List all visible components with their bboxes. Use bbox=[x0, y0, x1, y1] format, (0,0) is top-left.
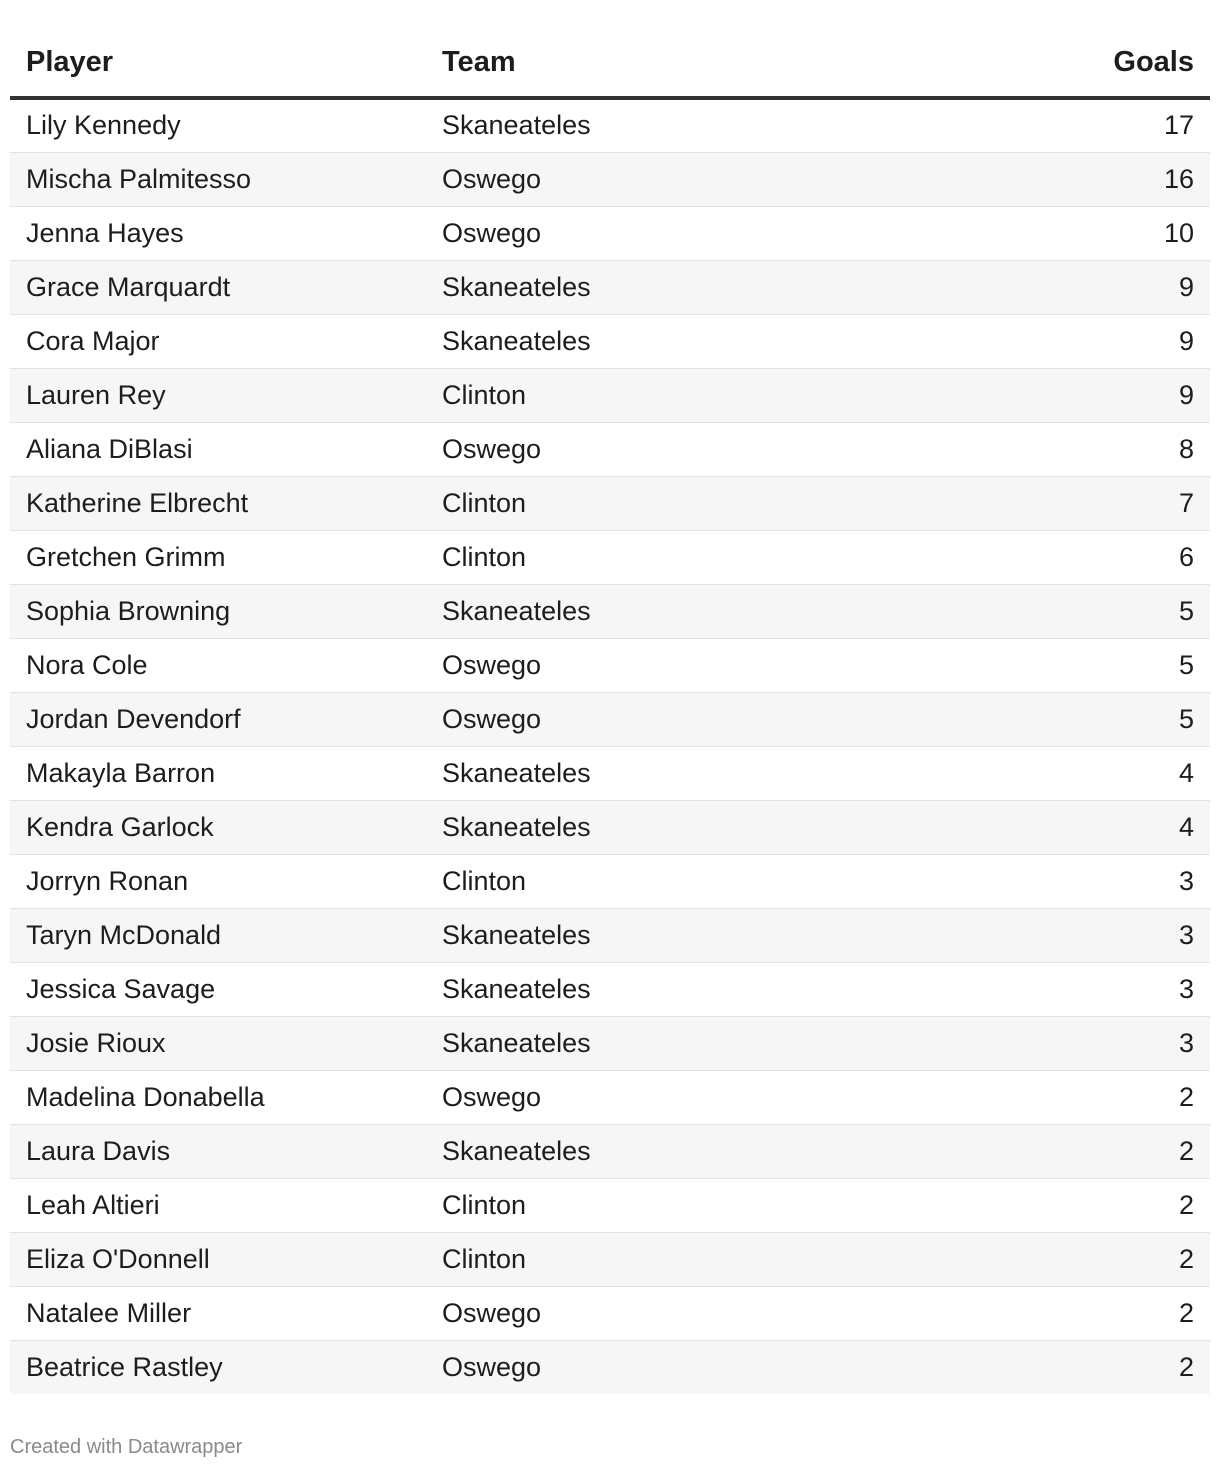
team-cell: Skaneateles bbox=[426, 908, 1010, 962]
player-cell: Beatrice Rastley bbox=[10, 1340, 426, 1394]
table-row bbox=[10, 746, 1210, 800]
player-cell: Gretchen Grimm bbox=[10, 530, 426, 584]
team-cell: Skaneateles bbox=[426, 1016, 1010, 1070]
player-cell: Leah Altieri bbox=[10, 1178, 426, 1232]
team-cell: Oswego bbox=[426, 1286, 1010, 1340]
team-cell: Clinton bbox=[426, 854, 1010, 908]
header-row bbox=[10, 28, 1210, 98]
team-cell: Clinton bbox=[426, 1178, 1010, 1232]
team-cell: Clinton bbox=[426, 1232, 1010, 1286]
table-row bbox=[10, 1016, 1210, 1070]
column-header-player[interactable]: Player bbox=[10, 28, 426, 98]
goals-cell: 4 bbox=[1010, 746, 1210, 800]
table-row bbox=[10, 98, 1210, 152]
goals-cell: 9 bbox=[1010, 260, 1210, 314]
player-cell: Eliza O'Donnell bbox=[10, 1232, 426, 1286]
table-row bbox=[10, 260, 1210, 314]
team-cell: Skaneateles bbox=[426, 962, 1010, 1016]
team-cell: Skaneateles bbox=[426, 1124, 1010, 1178]
table-row bbox=[10, 638, 1210, 692]
player-cell: Kendra Garlock bbox=[10, 800, 426, 854]
player-cell: Jessica Savage bbox=[10, 962, 426, 1016]
player-cell: Cora Major bbox=[10, 314, 426, 368]
goals-table bbox=[10, 28, 1210, 1394]
table-row bbox=[10, 368, 1210, 422]
goals-cell: 2 bbox=[1010, 1070, 1210, 1124]
table-row bbox=[10, 530, 1210, 584]
team-cell: Oswego bbox=[426, 152, 1010, 206]
goals-cell: 5 bbox=[1010, 638, 1210, 692]
goals-cell: 2 bbox=[1010, 1232, 1210, 1286]
team-cell: Skaneateles bbox=[426, 800, 1010, 854]
player-cell: Grace Marquardt bbox=[10, 260, 426, 314]
column-header-team[interactable]: Team bbox=[426, 28, 1010, 98]
goals-cell: 2 bbox=[1010, 1340, 1210, 1394]
player-cell: Jenna Hayes bbox=[10, 206, 426, 260]
player-cell: Nora Cole bbox=[10, 638, 426, 692]
player-cell: Katherine Elbrecht bbox=[10, 476, 426, 530]
goals-cell: 3 bbox=[1010, 962, 1210, 1016]
goals-cell: 6 bbox=[1010, 530, 1210, 584]
table-row bbox=[10, 476, 1210, 530]
player-cell: Sophia Browning bbox=[10, 584, 426, 638]
goals-cell: 17 bbox=[1010, 98, 1210, 152]
table-row bbox=[10, 422, 1210, 476]
goals-cell: 7 bbox=[1010, 476, 1210, 530]
team-cell: Skaneateles bbox=[426, 260, 1010, 314]
team-cell: Oswego bbox=[426, 1070, 1010, 1124]
player-cell: Jordan Devendorf bbox=[10, 692, 426, 746]
table-row bbox=[10, 584, 1210, 638]
table-row bbox=[10, 1340, 1210, 1394]
goals-cell: 2 bbox=[1010, 1178, 1210, 1232]
table-row bbox=[10, 1178, 1210, 1232]
player-cell: Josie Rioux bbox=[10, 1016, 426, 1070]
goals-cell: 4 bbox=[1010, 800, 1210, 854]
column-header-goals[interactable]: Goals bbox=[1010, 28, 1210, 98]
goals-cell: 5 bbox=[1010, 692, 1210, 746]
goals-cell: 5 bbox=[1010, 584, 1210, 638]
team-cell: Oswego bbox=[426, 638, 1010, 692]
table-row bbox=[10, 854, 1210, 908]
goals-cell: 9 bbox=[1010, 368, 1210, 422]
team-cell: Clinton bbox=[426, 530, 1010, 584]
team-cell: Oswego bbox=[426, 206, 1010, 260]
table-row bbox=[10, 800, 1210, 854]
player-cell: Mischa Palmitesso bbox=[10, 152, 426, 206]
goals-cell: 3 bbox=[1010, 854, 1210, 908]
table-row bbox=[10, 152, 1210, 206]
table-row bbox=[10, 1286, 1210, 1340]
goals-cell: 3 bbox=[1010, 908, 1210, 962]
table-row bbox=[10, 1070, 1210, 1124]
team-cell: Oswego bbox=[426, 422, 1010, 476]
goals-cell: 16 bbox=[1010, 152, 1210, 206]
goals-cell: 2 bbox=[1010, 1124, 1210, 1178]
table-body bbox=[10, 98, 1210, 1394]
table-row bbox=[10, 314, 1210, 368]
goals-cell: 2 bbox=[1010, 1286, 1210, 1340]
player-cell: Laura Davis bbox=[10, 1124, 426, 1178]
player-cell: Aliana DiBlasi bbox=[10, 422, 426, 476]
team-cell: Skaneateles bbox=[426, 314, 1010, 368]
table-row bbox=[10, 908, 1210, 962]
team-cell: Skaneateles bbox=[426, 746, 1010, 800]
goals-cell: 3 bbox=[1010, 1016, 1210, 1070]
table-row bbox=[10, 1124, 1210, 1178]
table-row bbox=[10, 692, 1210, 746]
player-cell: Madelina Donabella bbox=[10, 1070, 426, 1124]
player-cell: Natalee Miller bbox=[10, 1286, 426, 1340]
player-cell: Lauren Rey bbox=[10, 368, 426, 422]
team-cell: Skaneateles bbox=[426, 98, 1010, 152]
table-row bbox=[10, 1232, 1210, 1286]
table-header bbox=[10, 28, 1210, 98]
table-row bbox=[10, 206, 1210, 260]
player-cell: Makayla Barron bbox=[10, 746, 426, 800]
goals-cell: 10 bbox=[1010, 206, 1210, 260]
datawrapper-credit: Created with Datawrapper bbox=[10, 1436, 243, 1458]
team-cell: Oswego bbox=[426, 1340, 1010, 1394]
player-cell: Taryn McDonald bbox=[10, 908, 426, 962]
goals-cell: 9 bbox=[1010, 314, 1210, 368]
team-cell: Clinton bbox=[426, 476, 1010, 530]
table-row bbox=[10, 962, 1210, 1016]
player-cell: Lily Kennedy bbox=[10, 98, 426, 152]
team-cell: Skaneateles bbox=[426, 584, 1010, 638]
data-table-container bbox=[10, 28, 1210, 1394]
goals-cell: 8 bbox=[1010, 422, 1210, 476]
team-cell: Clinton bbox=[426, 368, 1010, 422]
team-cell: Oswego bbox=[426, 692, 1010, 746]
player-cell: Jorryn Ronan bbox=[10, 854, 426, 908]
